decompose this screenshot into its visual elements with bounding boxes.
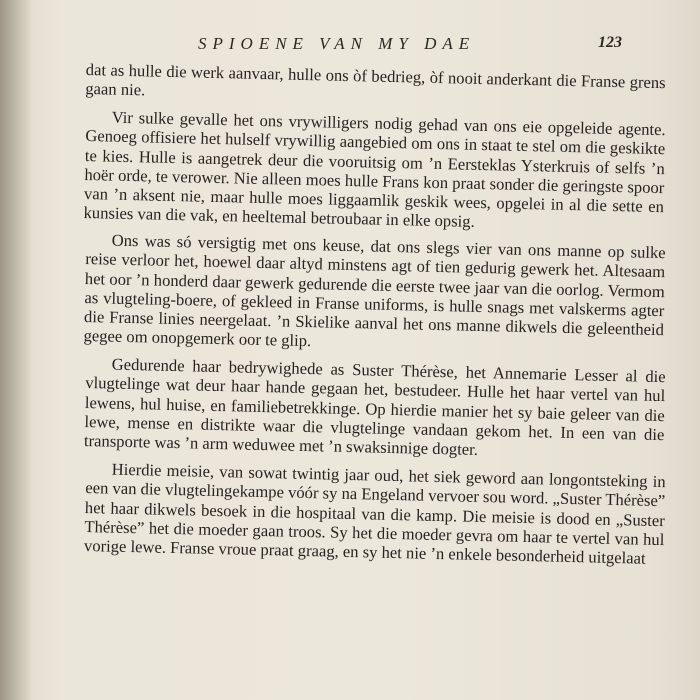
book-page	[83, 30, 666, 568]
paragraph: Hierdie meisie, van sowat twintig jaar oud, het siek geword aan longontsteking in een van die vlugtelingekampe vóór sy na Engeland vervoer sou word. „Suster Thérèse” het haar dikwels besoek in die hospitaal van die kamp. Die meisie is dood en „Suster Thérèse” het die moeder gaan troos. Sy het die moeder gevra om haar te vertel van hul vorige lewe. Franse vroue praat graag, en sy het nie ’n enkele besonderheid uitgelaat	[83, 459, 666, 568]
page-number: 123	[598, 34, 622, 51]
running-title: SPIOENE VAN MY DAE	[198, 34, 476, 53]
paragraph: Gedurende haar bedrywighede as Suster Thérèse, het Annemarie Lesser al die vlugtelinge wat deur haar hande gegaan het, bestudeer. Hulle het haar vertel van hul lewens, hul huise, en familiebetrekkinge. Op hierdie manier het sy baie geleer van die lewe, mense en distrikte waar die vlugtelinge vandaan gekom het. In een van die transporte was ’n arm weduwee met ’n swaksinnige dogter.	[83, 354, 666, 460]
paragraph: Vir sulke gevalle het ons vrywilligers nodig gehad van ons eie opgeleide agente. Genoeg offisiere het hulself vrywillig aangebied om ons in staat te stel om die geskikte te kies. Hulle is aangetrek deur die vooruitsig om ’n Eersteklas Ysterkruis of selfs ’n hoër orde, te verower. Nie alleen moes hulle Frans kon praat sonder die geringste spoor van ’n aksent nie, maar hulle moes liggaamlik geskik wees, opgelei in al die sette en kunsies van die vak, en heeltemal betroubaar in elke opsig.	[83, 107, 666, 231]
page-header	[86, 30, 666, 60]
book-binding	[0, 0, 32, 700]
paragraph: dat as hulle die werk aanvaar, hulle ons òf bedrieg, òf nooit anderkant die Franse grens gaan nie.	[85, 60, 666, 100]
paragraph: Ons was só versigtig met ons keuse, dat ons slegs vier van ons manne op sulke reise verloor het, hoewel daar altyd minstens agt of tien gedurig gewerk het. Altesaam het oor ’n honderd daar gewerk gedurende die eerste twee jaar van die oorlog. Vermom as vlugteling-boere, of gekleed in Franse uniforms, is hulle snags met valskerms agter die Franse linies neergelaat. ’n Skielike aanval het ons manne dikwels die geleentheid gegee om onopgemerk oor te glip.	[83, 230, 666, 351]
